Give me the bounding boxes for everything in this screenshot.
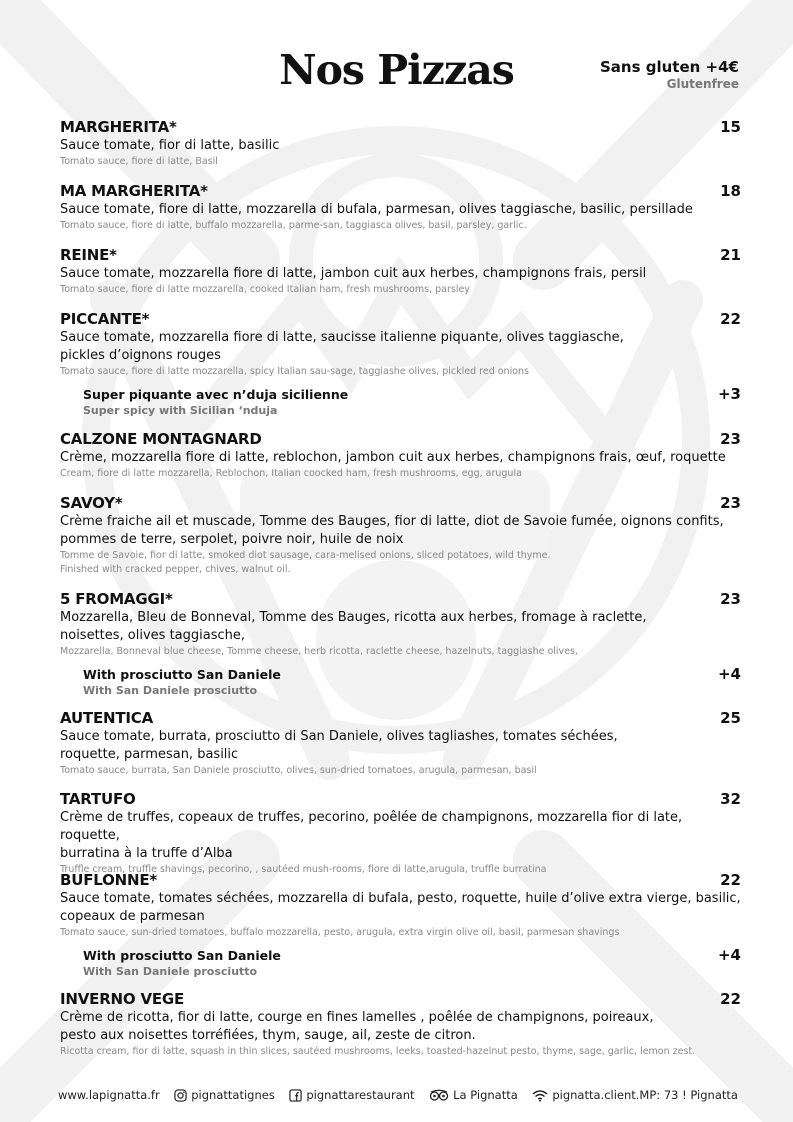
item-name: TARTUFO (60, 790, 136, 808)
supplement-en: Super spicy with Sicilian ‘nduja (83, 404, 278, 417)
item-name: PICCANTE* (60, 310, 150, 328)
item-description-en: Tomato sauce, fiore di latte mozzarella, spicy Italian sau-sage, taggiashe olives, pickled red onions (60, 366, 530, 377)
supplement-price: +4 (717, 665, 741, 683)
item-description: Sauce tomate, mozzarella fiore di latte, jambon cuit aux herbes, champignons frais, persil (60, 266, 647, 281)
instagram-handle: pignattatignes (191, 1088, 275, 1102)
menu-item (60, 590, 741, 697)
item-description-cont: copeaux de parmesan (60, 909, 205, 924)
item-supplement (83, 665, 741, 697)
page-title: Nos Pizzas (279, 46, 514, 94)
item-description: Sauce tomate, mozzarella fiore di latte, saucisse italienne piquante, olives taggiasche, (60, 330, 624, 345)
item-price: 22 (720, 871, 741, 889)
supplement-name: With prosciutto San Daniele (83, 948, 281, 963)
item-description-en-cont: Finished with cracked pepper, chives, walnut oil. (60, 564, 291, 575)
menu-item (60, 871, 741, 978)
item-description: Crème, mozzarella fiore di latte, reblochon, jambon cuit aux herbes, champignons frais, œuf, roquette (60, 450, 726, 465)
item-name: AUTENTICA (60, 709, 153, 727)
instagram-link[interactable] (174, 1088, 275, 1102)
item-description: Sauce tomate, burrata, prosciutto di San Daniele, olives tagliashes, tomates séchées, (60, 729, 618, 744)
item-name: MARGHERITA* (60, 118, 177, 136)
item-description: Sauce tomate, tomates séchées, mozzarella di bufala, pesto, roquette, huile d’olive extra vierge, basilic, (60, 891, 741, 906)
item-description: Crème de truffes, copeaux de truffes, pecorino, poêlée de champignons, mozzarella fior di late, roquette, (60, 810, 683, 843)
item-price: 21 (720, 246, 741, 264)
tripadvisor-link[interactable] (429, 1088, 518, 1102)
wifi-info (532, 1088, 738, 1102)
menu-item (60, 430, 741, 481)
item-description: Crème fraiche ail et muscade, Tomme des Bauges, fior di latte, diot de Savoie fumée, oignons confits, (60, 514, 724, 529)
facebook-handle: pignattarestaurant (306, 1088, 415, 1102)
item-description: Sauce tomate, fiore di latte, mozzarella di bufala, parmesan, olives taggiasche, basilic, persillade (60, 202, 693, 217)
gluten-free-price: Sans gluten +4€ (600, 58, 739, 76)
item-price: 18 (720, 182, 741, 200)
menu-item (60, 790, 741, 877)
item-price: 15 (720, 118, 741, 136)
wifi-credentials: pignatta.client.MP: 73 ! Pignatta (552, 1088, 738, 1102)
item-description-cont: pommes de terre, serpolet, poivre noir, huile de noix (60, 532, 404, 547)
item-name: SAVOY* (60, 494, 123, 512)
menu-item (60, 118, 741, 169)
website-link[interactable]: www.lapignatta.fr (58, 1088, 160, 1102)
item-name: INVERNO VEGE (60, 990, 185, 1008)
item-description-en: Tomato sauce, burrata, San Daniele prosciutto, olives, sun-dried tomatoes, arugula, parmesan, basil (60, 765, 537, 776)
item-description: Crème de ricotta, fior di latte, courge en fines lamelles , poêlée de champignons, poireaux, (60, 1010, 654, 1025)
supplement-en: With San Daniele prosciutto (83, 684, 258, 697)
menu-item (60, 310, 741, 417)
item-description-en: Ricotta cream, fior di latte, squash in thin slices, sautéed mushrooms, leeks, toasted-hazelnut pesto, thyme, sage, garlic, lemon zest. (60, 1046, 696, 1057)
item-description-cont: noisettes, olives taggiasche, (60, 628, 246, 643)
menu-item (60, 990, 741, 1059)
item-name: 5 FROMAGGI* (60, 590, 173, 608)
item-name: MA MARGHERITA* (60, 182, 208, 200)
item-description-en: Tomato sauce, sun-dried tomatoes, buffalo mozzarella, pesto, arugula, extra virgin olive oil, basil, parmesan shavings (60, 927, 620, 938)
wifi-icon (532, 1089, 548, 1102)
menu-item (60, 709, 741, 778)
facebook-icon (289, 1089, 302, 1102)
item-description-en: Mozzarella, Bonneval blue cheese, Tomme cheese, herb ricotta, raclette cheese, hazelnuts, taggiashe olives, (60, 646, 578, 657)
item-name: CALZONE MONTAGNARD (60, 430, 262, 448)
tripadvisor-icon (429, 1089, 449, 1102)
item-description-cont: pickles d’oignons rouges (60, 348, 221, 363)
footer (58, 1088, 738, 1102)
tripadvisor-label: La Pignatta (453, 1088, 518, 1102)
item-description-en: Tomme de Savoie, fior di latte, smoked diot sausage, cara-melised onions, sliced potatoes, wild thyme. (60, 550, 551, 561)
item-name: REINE* (60, 246, 117, 264)
item-price: 32 (720, 790, 741, 808)
item-price: 23 (720, 590, 741, 608)
item-description-en: Tomato sauce, fiore di latte, Basil (60, 156, 218, 167)
item-price: 25 (720, 709, 741, 727)
supplement-name: Super piquante avec n’duja sicilienne (83, 387, 349, 402)
item-supplement (83, 946, 741, 978)
item-price: 22 (720, 990, 741, 1008)
item-description: Mozzarella, Bleu de Bonneval, Tomme des Bauges, ricotta aux herbes, fromage à raclette, (60, 610, 647, 625)
supplement-name: With prosciutto San Daniele (83, 667, 281, 682)
item-description: Sauce tomate, fior di latte, basilic (60, 138, 280, 153)
item-price: 23 (720, 494, 741, 512)
menu-item (60, 182, 741, 233)
item-description-en: Tomato sauce, fiore di latte, buffalo mozzarella, parme-san, taggiasca olives, basil, parsley, garlic. (60, 220, 527, 231)
instagram-icon (174, 1089, 187, 1102)
supplement-price: +3 (717, 385, 741, 403)
item-description-en: Cream, fiore di latte mozzarella, Reblochon, Italian coocked ham, fresh mushrooms, egg, arugula (60, 468, 522, 479)
item-price: 22 (720, 310, 741, 328)
item-supplement (83, 385, 741, 417)
gluten-free-note (600, 58, 739, 91)
supplement-en: With San Daniele prosciutto (83, 965, 258, 978)
facebook-link[interactable] (289, 1088, 414, 1102)
item-description-cont: roquette, parmesan, basilic (60, 747, 239, 762)
item-description-cont: burratina à la truffe d’Alba (60, 846, 233, 861)
item-name: BUFLONNE* (60, 871, 158, 889)
item-description-en: Tomato sauce, fiore di latte mozzarella, cooked Italian ham, fresh mushrooms, parsley (60, 284, 470, 295)
item-description-cont: pesto aux noisettes torréfiées, thym, sauge, ail, zeste de citron. (60, 1028, 476, 1043)
item-price: 23 (720, 430, 741, 448)
supplement-price: +4 (717, 946, 741, 964)
menu-item (60, 494, 741, 577)
gluten-free-en: Glutenfree (666, 77, 739, 91)
item-description-en: Truffle cream, truffle shavings, pecorino, , sautéed mush-rooms, fiore di latte,arugula, truffle burratina (60, 864, 547, 875)
menu-item (60, 246, 741, 297)
